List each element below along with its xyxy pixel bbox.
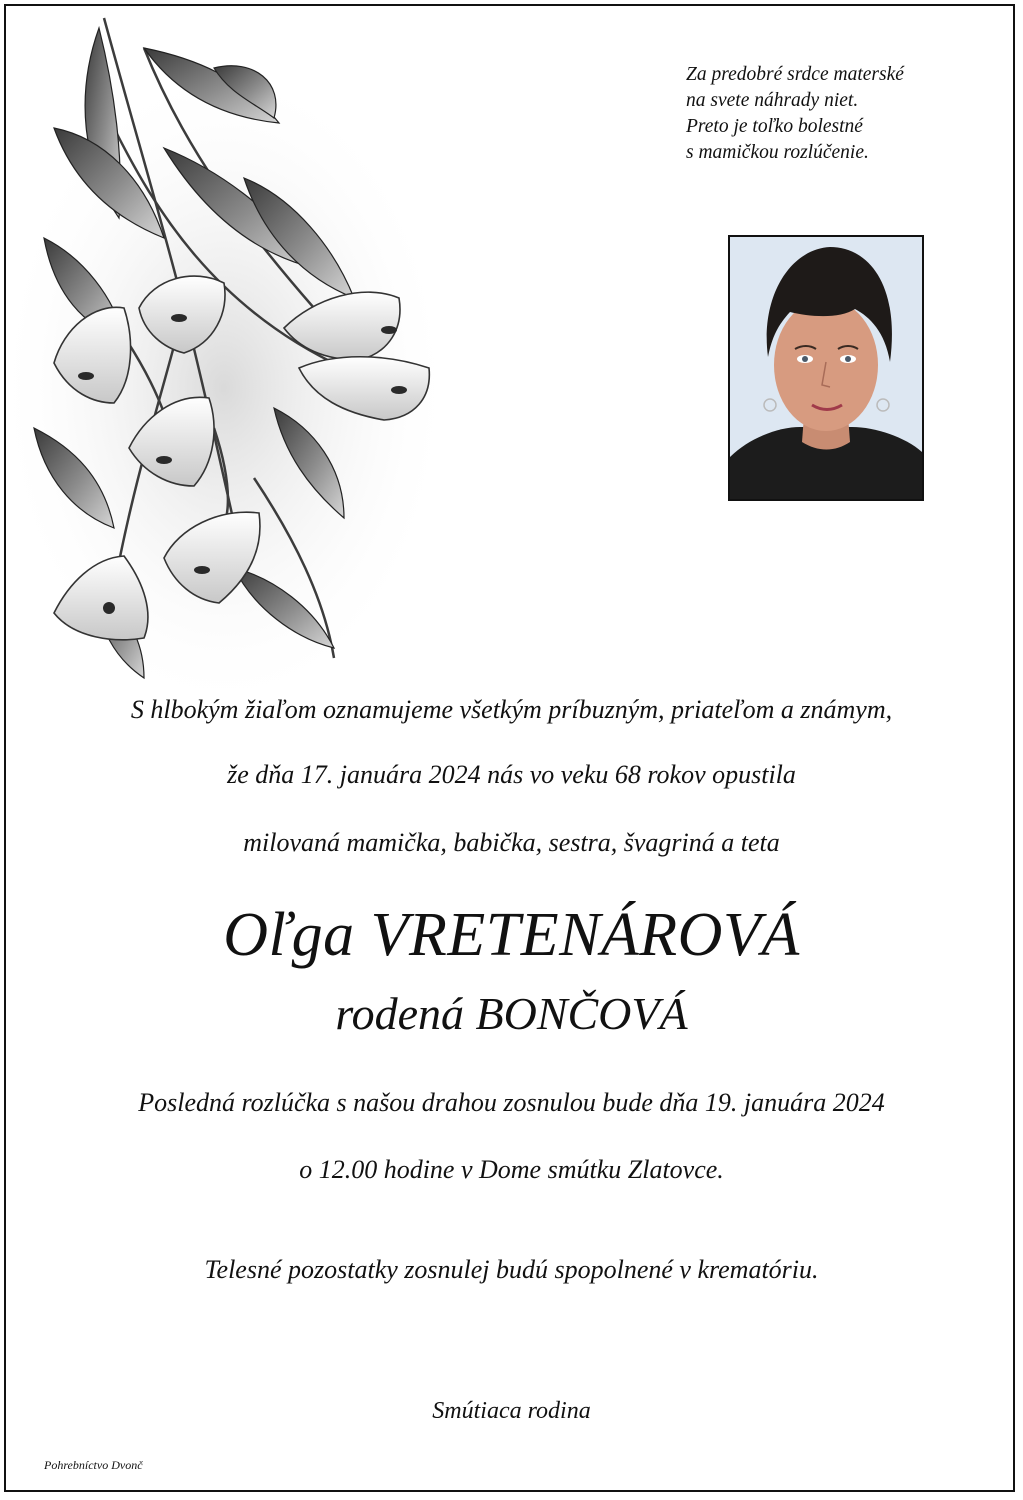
- remains-note: Telesné pozostatky zosnulej budú spopolnené v krematóriu.: [204, 1255, 819, 1284]
- portrait-photo: [728, 235, 924, 501]
- announcement-line-1: S hlbokým žiaľom oznamujeme všetkým príbuzným, priateľom a známym,: [130, 695, 893, 724]
- memorial-poem: [686, 62, 1006, 166]
- announcement-line-2: že dňa 17. januára 2024 nás vo veku 68 rokov opustila: [227, 760, 796, 789]
- poem-line: na svete náhrady niet.: [686, 90, 859, 111]
- funeral-home-credit: Pohrebníctvo Dvonč: [44, 1458, 143, 1472]
- poem-line: Za predobré srdce materské: [686, 64, 904, 85]
- announcement-line-3: milovaná mamička, babička, sestra, švagriná a teta: [243, 828, 780, 857]
- portrait-icon: [730, 237, 922, 499]
- calla-lily-icon: [14, 8, 454, 688]
- poem-line: Preto je toľko bolestné: [686, 116, 863, 137]
- maiden-name: rodená BONČOVÁ: [335, 988, 688, 1039]
- poem-line: s mamičkou rozlúčenie.: [686, 142, 869, 163]
- signature: Smútiaca rodina: [432, 1398, 591, 1424]
- funeral-line-2: o 12.00 hodine v Dome smútku Zlatovce.: [299, 1155, 724, 1184]
- deceased-name: Oľga VRETENÁROVÁ: [223, 901, 800, 969]
- funeral-line-1: Posledná rozlúčka s našou drahou zosnulou bude dňa 19. januára 2024: [138, 1088, 885, 1117]
